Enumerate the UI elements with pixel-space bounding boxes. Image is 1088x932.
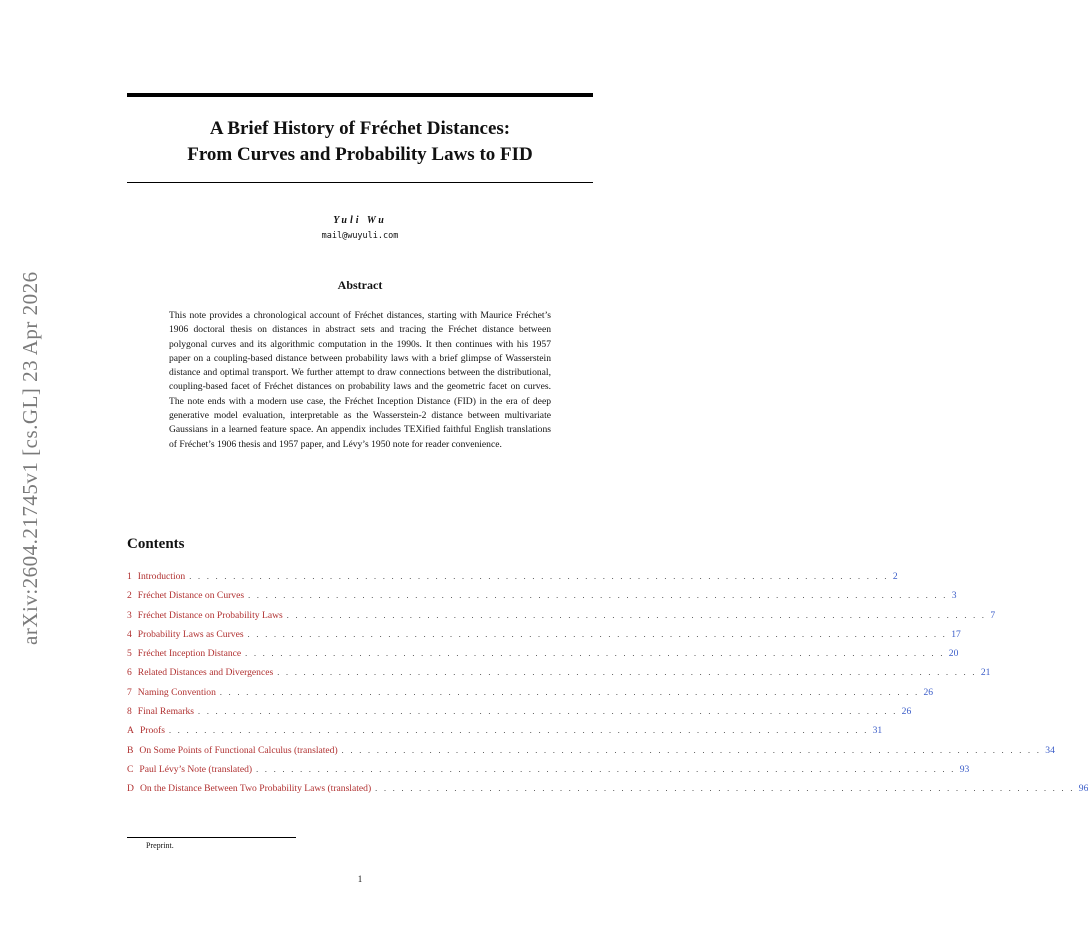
toc-page[interactable]: 93 <box>959 763 970 775</box>
toc-entry[interactable] <box>127 783 1088 802</box>
toc-page[interactable]: 34 <box>1045 744 1055 756</box>
toc-leader-dots: . . . . . . . . . . . . . . . . . . . . . . . . . . . . . . . . . . . . . . . . . . . . . . . . . . . . . . . . . . . . . . . . . . . . . . . . . . . . . . . . <box>245 649 945 659</box>
top-rule <box>127 93 593 97</box>
toc-page[interactable]: 26 <box>923 686 934 698</box>
author-name: Yuli Wu <box>333 215 387 226</box>
toc-number: 8 <box>127 706 132 718</box>
toc-number: A <box>127 725 134 737</box>
author-email: mail@wuyuli.com <box>321 231 399 241</box>
title-rule <box>127 182 593 183</box>
toc-leader-dots: . . . . . . . . . . . . . . . . . . . . . . . . . . . . . . . . . . . . . . . . . . . . . . . . . . . . . . . . . . . . . . . . . . . . . . . . . . . . . . . . <box>341 745 1042 755</box>
abstract-text: This note provides a chronological account of Fréchet distances, starting with Maurice Fréchet’s 1906 doctoral thesis on distances in abstract sets and tracing the Fréchet distance between polygonal curves and its algorithmic computation in the 1990s. It then continues with his 1957 paper on a coupling-based distance between probability laws with a brief glimpse of Wasserstein distance and optimal transport. We further attempt to draw connections between the distributional, coupling-based facet of Fréchet distances on probability laws and the geometric facet on curves. The note ends with a modern use case, the Fréchet Inception Distance (FID) in the era of deep generative model evaluation, interpretable as the Wasserstein-2 distance between multivariate Gaussians in a learned feature space. An appendix includes TEXified faithful English translations of Fréchet’s 1906 thesis and 1957 paper, and Lévy’s 1950 note for reader convenience. <box>169 310 551 450</box>
toc-leader-dots: . . . . . . . . . . . . . . . . . . . . . . . . . . . . . . . . . . . . . . . . . . . . . . . . . . . . . . . . . . . . . . . . . . . . . . . . . . . . . . . . <box>169 726 869 736</box>
title-line-1: A Brief History of Fréchet Distances: <box>209 118 511 139</box>
abstract-heading: Abstract <box>337 278 383 292</box>
toc-entry[interactable] <box>127 686 934 706</box>
toc-entry[interactable] <box>127 590 957 609</box>
toc-leader-dots: . . . . . . . . . . . . . . . . . . . . . . . . . . . . . . . . . . . . . . . . . . . . . . . . . . . . . . . . . . . . . . . . . . . . . . . . . . . . . . . . <box>219 687 920 697</box>
toc-page[interactable]: 96 <box>1078 783 1088 795</box>
toc-number: 3 <box>127 609 132 621</box>
toc-number: 4 <box>127 628 132 640</box>
toc-number: 5 <box>127 648 132 660</box>
toc-page[interactable]: 26 <box>901 706 912 718</box>
paper-title <box>127 116 593 168</box>
toc-page[interactable]: 7 <box>990 609 996 621</box>
arxiv-watermark: arXiv:2604.21745v1 [cs.GL] 23 Apr 2026 <box>18 271 42 645</box>
page-number: 1 <box>357 874 363 884</box>
toc-entry[interactable] <box>127 648 959 667</box>
toc-label[interactable]: Related Distances and Divergences <box>137 667 274 679</box>
toc-entry[interactable] <box>127 744 1055 764</box>
toc-entry[interactable] <box>127 628 961 648</box>
title-line-2: From Curves and Probability Laws to FID <box>187 144 533 165</box>
toc-entry[interactable] <box>127 725 883 744</box>
toc-page[interactable]: 20 <box>948 648 959 660</box>
toc-leader-dots: . . . . . . . . . . . . . . . . . . . . . . . . . . . . . . . . . . . . . . . . . . . . . . . . . . . . . . . . . . . . . . . . . . . . . . . . . . . . . . . . <box>248 591 948 601</box>
toc-label[interactable]: On Some Points of Functional Calculus (translated) <box>139 744 338 756</box>
toc-page[interactable]: 31 <box>872 725 883 737</box>
toc-leader-dots: . . . . . . . . . . . . . . . . . . . . . . . . . . . . . . . . . . . . . . . . . . . . . . . . . . . . . . . . . . . . . . . . . . . . . . . . . . . . . . . . <box>256 764 956 774</box>
toc-entry[interactable] <box>127 706 912 725</box>
toc-entry[interactable] <box>127 609 996 629</box>
toc-label[interactable]: On the Distance Between Two Probability Laws (translated) <box>139 783 372 795</box>
toc-page[interactable]: 2 <box>892 571 898 582</box>
toc-label[interactable]: Paul Lévy’s Note (translated) <box>139 763 253 775</box>
toc-label[interactable]: Final Remarks <box>137 706 195 718</box>
toc-number: 6 <box>127 667 132 679</box>
toc-page[interactable]: 21 <box>980 667 991 679</box>
toc-number: D <box>127 783 134 795</box>
footnote-rule <box>127 837 296 838</box>
toc-label[interactable]: Fréchet Distance on Probability Laws <box>137 609 283 621</box>
toc-entry[interactable] <box>127 571 898 590</box>
toc-number: B <box>127 744 134 756</box>
toc-number: 7 <box>127 686 132 698</box>
toc-leader-dots: . . . . . . . . . . . . . . . . . . . . . . . . . . . . . . . . . . . . . . . . . . . . . . . . . . . . . . . . . . . . . . . . . . . . . . . . . . . . . . . . <box>375 784 1075 794</box>
toc-page[interactable]: 17 <box>951 628 961 640</box>
toc-label[interactable]: Introduction <box>137 571 186 582</box>
contents-heading: Contents <box>127 536 185 552</box>
toc-entry[interactable] <box>127 763 970 783</box>
toc-leader-dots: . . . . . . . . . . . . . . . . . . . . . . . . . . . . . . . . . . . . . . . . . . . . . . . . . . . . . . . . . . . . . . . . . . . . . . . . . . . . . . . . <box>277 668 977 678</box>
toc-label[interactable]: Fréchet Inception Distance <box>137 648 242 660</box>
toc-leader-dots: . . . . . . . . . . . . . . . . . . . . . . . . . . . . . . . . . . . . . . . . . . . . . . . . . . . . . . . . . . . . . . . . . . . . . . . . . . . . . . . . <box>198 707 898 717</box>
footnote: Preprint. <box>146 841 174 850</box>
toc-label[interactable]: Proofs <box>139 725 165 737</box>
toc-leader-dots: . . . . . . . . . . . . . . . . . . . . . . . . . . . . . . . . . . . . . . . . . . . . . . . . . . . . . . . . . . . . . . . . . . . . . . . . . . . . . . . . <box>286 610 987 620</box>
toc-number: 1 <box>127 571 132 582</box>
toc-leader-dots: . . . . . . . . . . . . . . . . . . . . . . . . . . . . . . . . . . . . . . . . . . . . . . . . . . . . . . . . . . . . . . . . . . . . . . . . . . . . . . . . <box>247 629 948 639</box>
toc-label[interactable]: Probability Laws as Curves <box>137 628 244 640</box>
toc-label[interactable]: Fréchet Distance on Curves <box>137 590 245 602</box>
toc-leader-dots: . . . . . . . . . . . . . . . . . . . . . . . . . . . . . . . . . . . . . . . . . . . . . . . . . . . . . . . . . . . . . . . . . . . . . . . . . . . . . . . . <box>189 572 889 581</box>
toc-label[interactable]: Naming Convention <box>137 686 216 698</box>
toc-page[interactable]: 3 <box>951 590 957 602</box>
table-of-contents <box>127 571 1088 803</box>
toc-number: C <box>127 763 134 775</box>
toc-number: 2 <box>127 590 132 602</box>
toc-entry[interactable] <box>127 667 991 686</box>
